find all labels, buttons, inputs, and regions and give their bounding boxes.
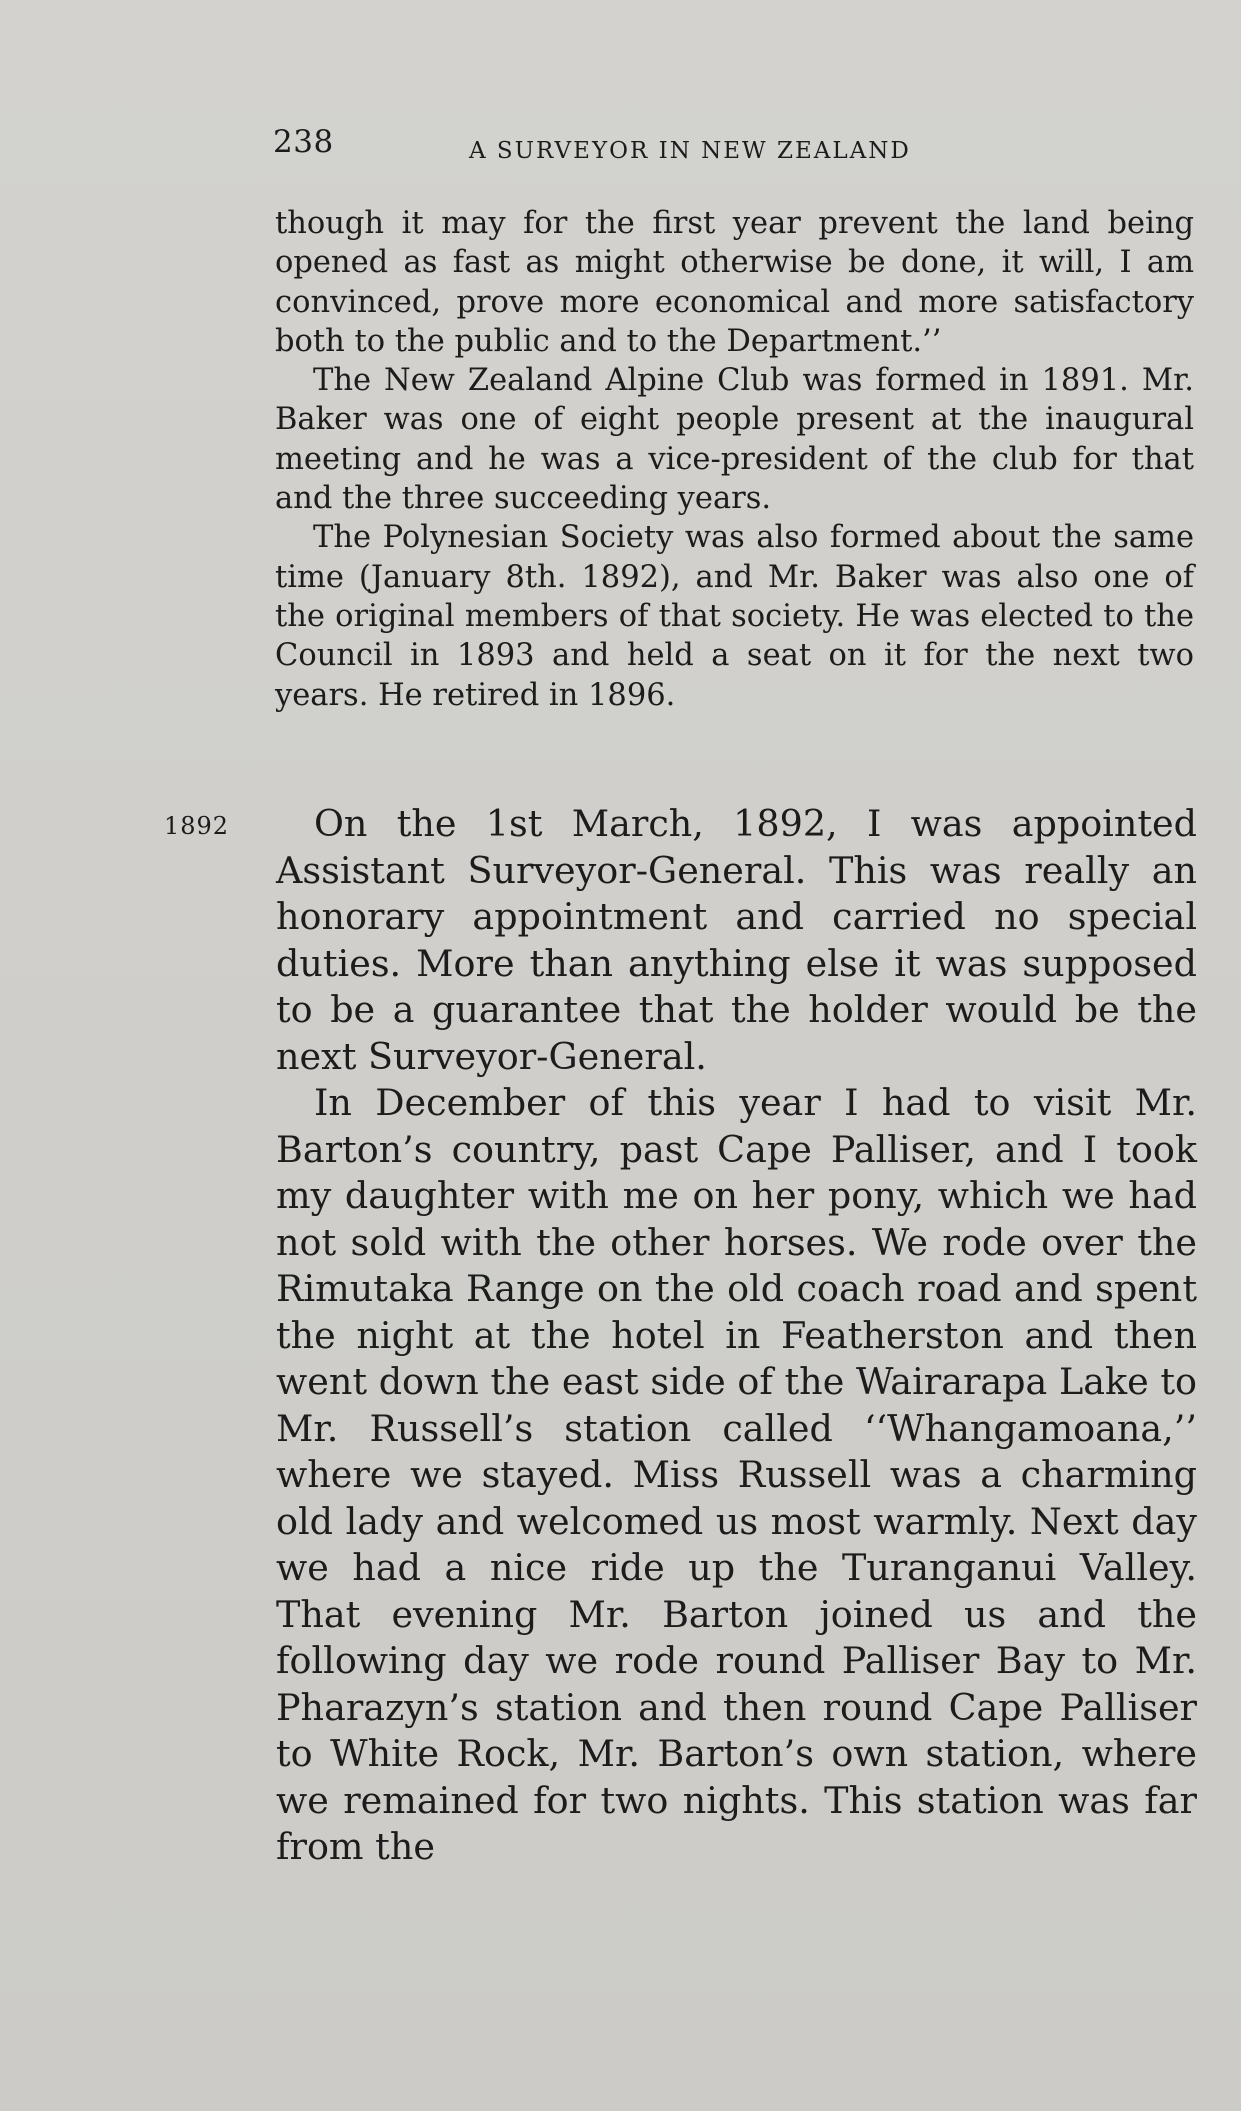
paragraph: On the 1st March, 1892, I was appointed Assistant Surveyor-General. This was really an honorary appointment and carried no special duties. More than anything else it was supposed to be a guarantee that the holder would be the next Surveyor-General. [276, 802, 1197, 1078]
running-title: A SURVEYOR IN NEW ZEALAND [469, 138, 911, 164]
page-number: 238 [273, 124, 334, 160]
quoted-notes-block [275, 204, 1194, 715]
paragraph: though it may for the first year prevent the land being opened as fast as might otherwise be done, it will, I am convinced, prove more economical and more satisfactory both to the public and to the Department.’’ [275, 206, 1194, 359]
paragraph: In December of this year I had to visit Mr. Barton’s country, past Cape Palliser, and I took my daughter with me on her pony, which we had not sold with the other horses. We rode over the Rimutaka Range on the old coach road and spent the night at the hotel in Featherston and then went down the east side of the Wairarapa Lake to Mr. Russell’s station called ‘‘Whangamoana,’’ where we stayed. Miss Russell was a charming old lady and welcomed us most warmly. Next day we had a nice ride up the Turanganui Valley. That evening Mr. Barton joined us and the following day we rode round Palliser Bay to Mr. Pharazyn’s station and then round Cape Palliser to White Rock, Mr. Barton’s own station, where we remained for two nights. This station was far from the [276, 1081, 1197, 1868]
margin-year-note: 1892 [164, 812, 230, 840]
running-head [273, 124, 1203, 164]
paragraph: The Polynesian Society was also formed about the same time (January 8th. 1892), and Mr. Baker was also one of the original members of that society. He was elected to the Council in 1893 and held a seat on it for the next two years. He retired in 1896. [275, 520, 1194, 713]
paragraph: The New Zealand Alpine Club was formed in 1891. Mr. Baker was one of eight people present at the inaugural meeting and he was a vice-president of the club for that and the three succeeding years. [275, 363, 1194, 517]
main-text-block [276, 801, 1197, 1871]
